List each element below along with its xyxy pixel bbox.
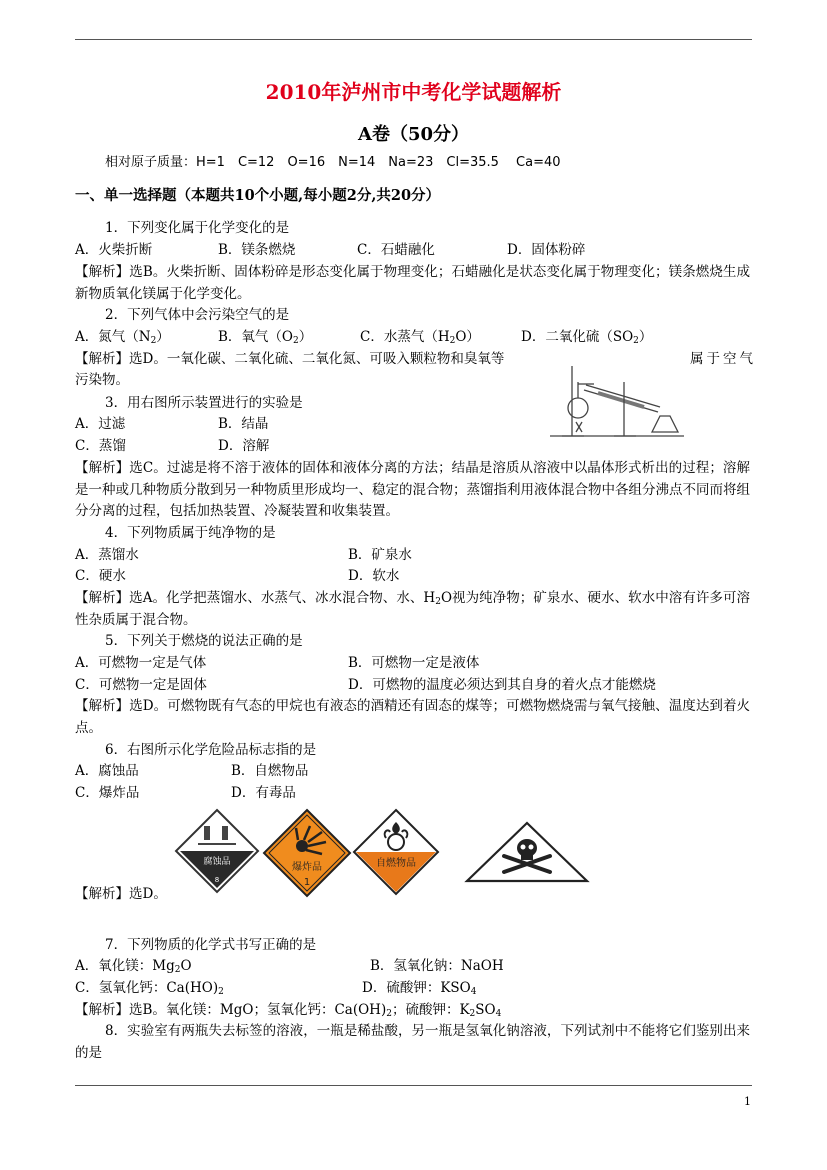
explosive-sign-icon [262, 808, 352, 898]
q6-option-c: C．爆炸品 [75, 785, 140, 801]
q1-option-c: C．石蜡融化 [357, 242, 435, 258]
q5-analysis: 【解析】选D。可燃物既有气态的甲烷也有液态的酒精还有固态的煤等；可燃物燃烧需与氧气接触、温度达到着火点。 [75, 698, 750, 736]
q5-option-a: A．可燃物一定是气体 [75, 655, 207, 671]
q1-option-b: B．镁条燃烧 [218, 242, 296, 258]
explosive-sign-label: 爆炸品 [292, 862, 322, 873]
q5-stem: 5．下列关于燃烧的说法正确的是 [105, 633, 303, 649]
header-rule [75, 39, 752, 40]
q6-option-a: A．腐蚀品 [75, 763, 139, 779]
q4-option-a: A．蒸馏水 [75, 547, 139, 563]
q2-analysis-line1: 【解析】选D。一氧化碳、二氧化硫、二氧化氮、可吸入颗粒物和臭氧等 [75, 351, 505, 367]
q4-option-d: D．软水 [348, 568, 400, 584]
flammable-sign-icon [352, 808, 440, 896]
q3-option-c: C．蒸馏 [75, 438, 126, 454]
q4-analysis: 【解析】选A。化学把蒸馏水、水蒸气、冰水混合物、水、$H_2O$视为纯净物；矿泉水、硬水、软水中溶有许多可溶性杂质属于混合物。 [75, 590, 750, 628]
q6-option-b: B．自燃物品 [231, 763, 309, 779]
q3-option-d: D．溶解 [218, 438, 270, 454]
q8-stem: 8．实验室有两瓶失去标签的溶液，一瓶是稀盐酸，另一瓶是氢氧化钠溶液，下列试剂中不能将它们鉴别出来的是 [75, 1023, 750, 1061]
q4-option-b: B．矿泉水 [348, 547, 412, 563]
q1-option-a: A．火柴折断 [75, 242, 153, 258]
flammable-sign-label: 自燃物品 [376, 858, 416, 869]
part1-heading: 一、单一选择题（本题共10个小题,每小题2分,共20分） [75, 187, 441, 204]
q7-option-d: D．硫酸钾：$KSO_4$ [362, 980, 477, 997]
corrosive-sign-number: 8 [214, 876, 220, 884]
atomic-masses: 相对原子质量：H=1 C=12 O=16 N=14 Na=23 Cl=35.5 Ca=40 [105, 155, 561, 170]
q2-option-c: C．水蒸气$(H_2O)$ [360, 329, 480, 346]
q7-option-c: C．氢氧化钙：$Ca(HO)_2$ [75, 980, 224, 997]
q5-option-c: C．可燃物一定是固体 [75, 677, 207, 693]
q5-option-b: B．可燃物一定是液体 [348, 655, 480, 671]
explosive-sign-number: 1 [303, 877, 311, 888]
corrosive-sign-label: 腐蚀品 [203, 857, 231, 867]
q2-option-d: D．二氧化硫$(SO_2)$ [521, 329, 653, 346]
section-title: A卷（50分） [357, 124, 469, 145]
q7-stem: 7．下列物质的化学式书写正确的是 [105, 937, 317, 953]
q2-option-a: A．氮气$(N_2)$ [75, 329, 170, 346]
q2-analysis-line1-end: 属于空气 [690, 351, 756, 367]
footer-rule [75, 1085, 752, 1086]
q3-option-a: A．过滤 [75, 416, 126, 432]
q1-analysis: 【解析】选B。火柴折断、固体粉碎是形态变化属于物理变化；石蜡融化是状态变化属于物理变化；镁条燃烧生成新物质氧化镁属于化学变化。 [75, 264, 750, 302]
corrosive-sign-icon [174, 808, 260, 894]
distillation-apparatus-icon [548, 362, 686, 440]
toxic-sign-icon [464, 820, 590, 884]
q7-option-b: B．氢氧化钠：NaOH [370, 958, 504, 974]
q2-option-b: B．氧气$(O_2)$ [218, 329, 313, 346]
q4-option-c: C．硬水 [75, 568, 126, 584]
page-number: 1 [744, 1095, 751, 1108]
q1-stem: 1．下列变化属于化学变化的是 [105, 220, 290, 236]
q5-option-d: D．可燃物的温度必须达到其自身的着火点才能燃烧 [348, 677, 656, 693]
q6-stem: 6．右图所示化学危险品标志指的是 [105, 742, 317, 758]
q7-analysis: 【解析】选B。氧化镁：MgO；氢氧化钙：$Ca(OH)_2$；硫酸钾：$K_2SO_4$ [75, 1002, 502, 1019]
q3-option-b: B．结晶 [218, 416, 269, 432]
q2-analysis-line2: 污染物。 [75, 372, 129, 388]
q2-stem: 2．下列气体中会污染空气的是 [105, 307, 290, 323]
q7-option-a: A．氧化镁：$Mg_2O$ [75, 958, 192, 975]
page-title: 2010年泸州市中考化学试题解析 [265, 80, 562, 104]
q6-analysis: 【解析】选D。 [75, 886, 167, 902]
q6-option-d: D．有毒品 [231, 785, 296, 801]
q4-stem: 4．下列物质属于纯净物的是 [105, 525, 276, 541]
q3-stem: 3．用右图所示装置进行的实验是 [105, 395, 303, 411]
q3-analysis: 【解析】选C。过滤是将不溶于液体的固体和液体分离的方法；结晶是溶质从溶液中以晶体形式析出的过程；溶解是一种或几种物质分散到另一种物质里形成均一、稳定的混合物；蒸馏指利用液体混合物中各组分沸点不同而将组分分离的过程，包括加热装置、冷凝装置和收集装置。 [75, 460, 750, 519]
q1-option-d: D．固体粉碎 [507, 242, 586, 258]
